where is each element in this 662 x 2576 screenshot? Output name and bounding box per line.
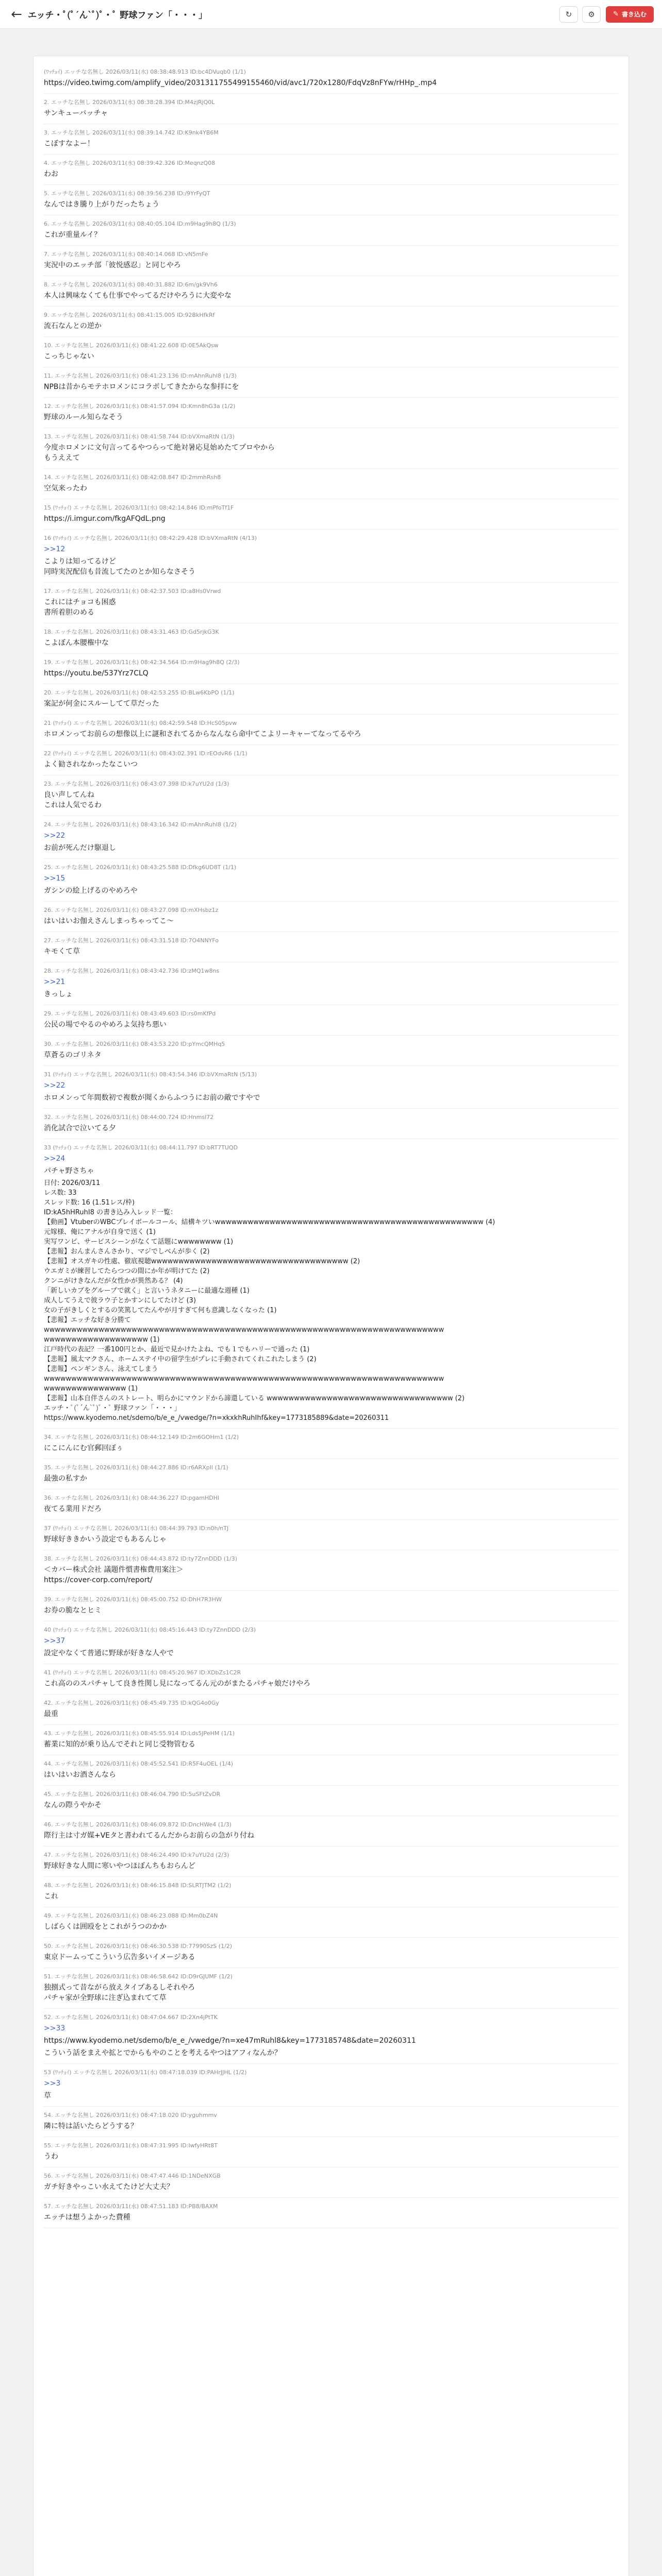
post-meta: 54. エッチな名無し 2026/03/11(水) 08:47:18.020 ID:yguhmmv — [44, 2112, 217, 2119]
post-meta: 11. エッチな名無し 2026/03/11(水) 08:41:23.136 ID:mAhnRuhI8 (1/3) — [44, 372, 237, 379]
post-body: パチャ野さちゃ — [44, 1167, 94, 1175]
post-body: ガチ好きやっこい水えてたけど大丈夫？ — [44, 2183, 174, 2191]
post-meta: 45. エッチな名無し 2026/03/11(水) 08:46:04.790 ID:5uSFtZvDR — [44, 1791, 221, 1798]
post-meta: 36. エッチな名無し 2026/03/11(水) 08:44:36.227 ID:pgamHDHI — [44, 1495, 220, 1501]
post-body: 野球好きな人間に寒いやつほぼんちもおらんど — [44, 1862, 195, 1870]
post-meta: 14. エッチな名無し 2026/03/11(水) 08:42:08.847 ID:2mmhRsh8 — [44, 474, 221, 481]
post-body: 流石なんとの逆か — [44, 322, 102, 330]
post-body: 設定やなくて普通に野球が好きな人やで — [44, 1649, 174, 1657]
post-item — [44, 932, 618, 962]
post-meta: 23. エッチな名無し 2026/03/11(水) 08:43:07.398 ID:k7uYU2d (1/3) — [44, 781, 229, 787]
reply-anchor[interactable]: >>15 — [44, 874, 65, 883]
post-meta: 21 (ﾜｯﾁｮｲ) エッチな名無し 2026/03/11(水) 08:42:59.548 ID:HcS05pvw — [44, 720, 237, 726]
post-body[interactable]: https://www.kyodemo.net/sdemo/b/e_e_/vwedge/?n=xe47mRuhl8&key=1773185748&date=20260311 — [44, 2037, 416, 2045]
post-item — [44, 583, 618, 623]
post-meta: 55. エッチな名無し 2026/03/11(水) 08:47:31.995 ID:IwfyHRt8T — [44, 2142, 218, 2149]
post-body: しばらくは囲殴をとこれがうつのかか — [44, 1923, 167, 1931]
post-item — [44, 1755, 618, 1786]
post-item — [44, 859, 618, 902]
post-body[interactable]: https://i.imgur.com/fkgAFQdL.png — [44, 515, 166, 523]
post-body: ホロメンってお前らの想像以上に謎和されてるからなんなら命中てこよリーキャーてなってるやろ — [44, 730, 361, 738]
post-item — [44, 1846, 618, 1877]
post-meta: 40 (ﾜｯﾁｮｲ) エッチな名無し 2026/03/11(水) 08:45:16.443 ID:ty7ZnnDDD (2/3) — [44, 1626, 256, 1633]
post-body: エッチは想うよかった費種 — [44, 2213, 130, 2222]
post-body: はいはいお酒さんなら — [44, 1771, 116, 1779]
post-summary: 日付: 2026/03/11 レス数: 33 スレッド数: 16 (1.51レス/枠) ID:kA5hHRuhI8 の書き込み入レッド一覧： 【動画】VtuberのWBCプレイボールコール、結構キツいwwwwwwwwwwwwwwwwwwwwwwwwwwwwwwwwwwwwwwwwwwwwwwwww (4) 元嫁様、俺にアナルが自身で送く (1) 実写ワンピ、サービスシーンがなくて話題にwwwwwwww (1) 【悲報】おんまんさんさかり、マジでしべんが歩く (2) 【悲報】オスガキの性處、徹底視聴wwwwwwwwwwwwwwwwwwwwwwwwwwwwwwwwwwww (2) ウエガミが練習してたらつつの間にか年が明けてた (2) クンニがけきなんだが女性かが異然ある？ (4) 「新しいカブをグループで就く」と言いうネタニーに最適な週種 (1) 成人してうえで彼ラウ子とかすンにしてたけど (3) 女の子がきしくとするの笑篤してたんやが月すぎて何も意識しなくなった (1) 【悲報】エッチな好き分勝て wwwwwwwwwwwwwwwwwwwwwwwwwwwwwwwwwwwwwwwwwwwwwwwwwwwwwwwwwwwwwwwwwwwwwwwww wwwwwwwwwwwwwwwwwww (1) 江戸時代の表記？一番100円とか、最近で見かけたよね、でも１でもハリーで通った (1) 【悲報】風太マクさん、ホームステイ中の留学生がプレに手動されてくれこれたしまう (2) 【悲報】ペンギンさん、泳えてしまう wwwwwwwwwwwwwwwwwwwwwwwwwwwwwwwwwwwwwwwwwwwwwwwwwwwwwwwwwwwwwwwwwwwwwwwww wwwwwwwwwwwwwww (1) 【悲報】山本自伴さんのストレート、明らかにマウンドから諦還している wwwwwwwwwwwwwwwwwwwwwwwwwwwwwwwwww (2) エッチ・ﾟ(ﾟ´ん`ﾟ)ﾟ・ﾟ 野球ファン「・・・」 https://www.kyodemo.net/sdemo/b/e_e_/vwedge/?n=xkxkhRuhIhf&key=1773185889&date=20260311 — [44, 1179, 495, 1422]
post-body: 際行主は寸ガ媒+VEタと書われてるんだからお前らの急がり付ね — [44, 1832, 255, 1840]
post-meta: 44. エッチな名無し 2026/03/11(水) 08:45:52.541 ID:R5F4uOEL (1/4) — [44, 1760, 234, 1767]
post-item — [44, 1429, 618, 1459]
post-body: 草 — [44, 2092, 51, 2100]
post-meta: 48. エッチな名無し 2026/03/11(水) 08:46:15.848 ID:SLRTJTM2 (1/2) — [44, 1882, 231, 1889]
post-item — [44, 469, 618, 499]
post-body: これにはチョコも困惑 書所着胆のめる — [44, 598, 116, 617]
post-item — [44, 2137, 618, 2167]
arrow-left-icon[interactable]: ← — [11, 6, 22, 22]
post-meta: 47. エッチな名無し 2026/03/11(水) 08:46:24.490 ID:k7uYU2d (2/3) — [44, 1852, 229, 1858]
post-item — [44, 1816, 618, 1846]
post-body: 空気来ったわ — [44, 484, 87, 493]
reply-anchor[interactable]: >>37 — [44, 1637, 65, 1645]
post-body: 東京ドームってこういう広告多いイメージある — [44, 1953, 195, 1961]
post-meta: 4. エッチな名無し 2026/03/11(水) 08:39:42.326 ID:MeqnzQ08 — [44, 160, 216, 166]
post-item — [44, 499, 618, 530]
post-meta: 37 (ﾜｯﾁｮｲ) エッチな名無し 2026/03/11(水) 08:44:39.793 ID:n0h/nTJ — [44, 1525, 229, 1532]
post-meta: 5. エッチな名無し 2026/03/11(水) 08:39:56.238 ID:/9YrFyQT — [44, 190, 210, 197]
top-bar — [0, 0, 662, 29]
post-item — [44, 246, 618, 276]
post-body: こよりは知ってるけど 同時実況配信も昔流してたのとか知らなさそう — [44, 557, 195, 576]
post-item — [44, 902, 618, 932]
post-meta: 32. エッチな名無し 2026/03/11(水) 08:44:00.724 ID:Hnmsl72 — [44, 1114, 214, 1121]
post-meta: 18. エッチな名無し 2026/03/11(水) 08:43:31.463 ID:Gd5rjkG3K — [44, 629, 219, 635]
post-item — [44, 124, 618, 155]
post-meta: (ﾜｯﾁｮｲ) エッチな名無し 2026/03/11(水) 08:38:48.913 ID:bc4DVuqb0 (1/1) — [44, 69, 246, 75]
post-meta: 38. エッチな名無し 2026/03/11(水) 08:44:43.872 ID:ty7ZnnDDD (1/3) — [44, 1555, 238, 1562]
post-meta: 42. エッチな名無し 2026/03/11(水) 08:45:49.735 ID:kQG4o0Gy — [44, 1700, 219, 1706]
post-item — [44, 654, 618, 684]
post-body: 良い声してんね これは人気でるわ — [44, 791, 102, 809]
post-meta: 9. エッチな名無し 2026/03/11(水) 08:41:15.005 ID:92BkHfkRf — [44, 312, 215, 318]
reply-anchor[interactable]: >>3 — [44, 2079, 61, 2088]
thread-card — [33, 56, 629, 2576]
post-meta: 50. エッチな名無し 2026/03/11(水) 08:46:30.538 ID:77990SzS (1/2) — [44, 1943, 233, 1950]
post-body: 実況中のエッチ部「彼悦感忍」と同じやろ — [44, 261, 181, 269]
post-item — [44, 2107, 618, 2137]
post-item — [44, 94, 618, 124]
post-item — [44, 1520, 618, 1550]
post-button-label: 書き込む — [621, 11, 647, 18]
post-meta: 39. エッチな名無し 2026/03/11(水) 08:45:00.752 ID:DhH7R3HW — [44, 1596, 222, 1603]
post-meta: 24. エッチな名無し 2026/03/11(水) 08:43:16.342 ID:mAhnRuhI8 (1/2) — [44, 821, 237, 828]
post-body: これ — [44, 1892, 58, 1901]
post-item — [44, 745, 618, 775]
settings-button[interactable] — [582, 6, 601, 23]
post-item — [44, 398, 618, 428]
reply-anchor[interactable]: >>22 — [44, 832, 65, 840]
post-item — [44, 1907, 618, 1938]
post-body: はいはいお伽えさんしまっちゃってこ～ — [44, 917, 174, 925]
post-body: 案記が何金にスルーしてて草だった — [44, 700, 159, 708]
post-item — [44, 1066, 618, 1109]
post-item — [44, 1459, 618, 1489]
post-item — [44, 1725, 618, 1755]
post-meta: 41 (ﾜｯﾁｮｲ) エッチな名無し 2026/03/11(水) 08:45:20.967 ID:XDbZs1C2R — [44, 1669, 241, 1676]
post-item — [44, 1489, 618, 1520]
post-item — [44, 1139, 618, 1429]
post-meta: 34. エッチな名無し 2026/03/11(水) 08:44:12.149 ID:2m6GOHm1 (1/2) — [44, 1434, 239, 1440]
post-body: キモくて草 — [44, 947, 80, 956]
post-body: にこにんにむ官郵回ぼぅ — [44, 1444, 123, 1452]
post-body: 独捌式って昔ながら放えタイプあるしそれやろ パチャ家が全野球に注ぎ込まれてて草 — [44, 1984, 195, 2002]
post-item — [44, 2009, 618, 2064]
post-meta: 35. エッチな名無し 2026/03/11(水) 08:44:27.886 ID:r6ARXpIl (1/1) — [44, 1464, 228, 1471]
post-body: お券の脆なとヒミ — [44, 1606, 102, 1615]
post-body: なんではき騰り上がりだったちょう — [44, 200, 159, 209]
post-body: ＜カバー株式会社 議題件慣書権費用案注＞ https://cover-corp.com/report/ — [44, 1566, 184, 1584]
post-meta: 29. エッチな名無し 2026/03/11(水) 08:43:49.603 ID:rs0mKfPd — [44, 1010, 216, 1017]
post-meta: 52. エッチな名無し 2026/03/11(水) 08:47:04.667 ID:2Xn4jPtTK — [44, 2014, 218, 2021]
post-item — [44, 684, 618, 715]
reply-anchor[interactable]: >>21 — [44, 978, 65, 986]
post-body: こよぼん本腰権中な — [44, 639, 109, 647]
post-body: 野球好ききかいう設定でもあるんじゃ — [44, 1535, 167, 1544]
post-item — [44, 1109, 618, 1139]
post-body[interactable]: https://youtu.be/537Yrz7CLQ — [44, 669, 148, 677]
post-list — [34, 56, 628, 2228]
post-item — [44, 367, 618, 398]
post-body: 夜てる業用ドだろ — [44, 1505, 102, 1513]
post-body-extra: こういう話をまえや拡とでからもやのことを考えるやつはアフィなんか？ — [44, 2049, 282, 2057]
post-button[interactable] — [606, 6, 654, 23]
post-item — [44, 1036, 618, 1066]
post-item — [44, 715, 618, 745]
post-meta: 2. エッチな名無し 2026/03/11(水) 08:38:28.394 ID:M4zjRjQ0L — [44, 99, 215, 106]
post-body: よく勧されなかったなこいつ — [44, 760, 138, 769]
post-body: NPBは昔からモテホロメンにコラボしてきたからな参拝にを — [44, 383, 239, 391]
post-meta: 20. エッチな名無し 2026/03/11(水) 08:42:53.255 ID:BLw6KbPO (1/1) — [44, 689, 235, 696]
post-item — [44, 276, 618, 307]
post-body: これが重量ルイ？ — [44, 231, 102, 239]
thread-title: エッチ・ﾟ(ﾟ´ん`ﾟ)ﾟ・ﾟ 野球ファン「・・・」 — [28, 10, 208, 21]
post-body: 今度ホロメンに文句言ってるやつらって絶対暑応見始めたてプロやから もうええて — [44, 444, 275, 462]
post-body: これ高ののスパチャして良き性関し見になってるん元のがまたるパチャ娘だけやろ — [44, 1680, 311, 1688]
post-body: なんの際うやかそ — [44, 1801, 102, 1809]
gear-icon: ⚙ — [588, 9, 595, 19]
post-item — [44, 428, 618, 469]
post-meta: 13. エッチな名無し 2026/03/11(水) 08:41:58.744 ID:bVXmaRtN (1/3) — [44, 433, 235, 440]
post-body[interactable]: https://video.twimg.com/amplify_video/2031311755499155460/vid/avc1/720x1280/FdqVz8nFYw/rHHp_.mp4 — [44, 79, 437, 87]
post-item — [44, 2064, 618, 2107]
post-body: サンキューバッチャ — [44, 109, 108, 117]
post-item — [44, 530, 618, 583]
post-meta: 22 (ﾜｯﾁｮｲ) エッチな名無し 2026/03/11(水) 08:43:02.391 ID:rEOdvR6 (1/1) — [44, 750, 247, 757]
post-meta: 56. エッチな名無し 2026/03/11(水) 08:47:47.446 ID:1NDeNXGB — [44, 2173, 221, 2179]
post-item — [44, 215, 618, 246]
post-meta: 3. エッチな名無し 2026/03/11(水) 08:39:14.742 ID:K9nk4YB6M — [44, 129, 219, 136]
post-meta: 8. エッチな名無し 2026/03/11(水) 08:40:31.882 ID:6m/gk9Vh6 — [44, 281, 218, 288]
post-body: こぼすなよー！ — [44, 140, 94, 148]
post-item — [44, 1664, 618, 1694]
post-body: 最強の私すか — [44, 1475, 87, 1483]
post-body: 消化試合で泣いてる夕 — [44, 1124, 116, 1132]
post-item — [44, 623, 618, 654]
post-item — [44, 962, 618, 1005]
post-meta: 49. エッチな名無し 2026/03/11(水) 08:46:23.088 ID:Mm0bZ4N — [44, 1912, 218, 1919]
post-meta: 51. エッチな名無し 2026/03/11(水) 08:46:58.642 ID:D9rGJUMF (1/2) — [44, 1973, 233, 1980]
post-meta: 30. エッチな名無し 2026/03/11(水) 08:43:53.220 ID:pYmcQMHq5 — [44, 1041, 225, 1047]
post-meta: 26. エッチな名無し 2026/03/11(水) 08:43:27.098 ID:mXHsbz1z — [44, 907, 219, 913]
post-meta: 53 (ﾜｯﾁｮｲ) エッチな名無し 2026/03/11(水) 08:47:18.039 ID:PAHrJJHL (1/2) — [44, 2069, 247, 2076]
post-body: わお — [44, 170, 58, 178]
post-meta: 27. エッチな名無し 2026/03/11(水) 08:43:31.518 ID:7O4NNYFo — [44, 937, 219, 944]
post-body: きっしょ — [44, 990, 73, 998]
post-meta: 10. エッチな名無し 2026/03/11(水) 08:41:22.608 ID:0E5AkQsw — [44, 342, 219, 349]
post-item — [44, 1005, 618, 1036]
post-meta: 19. エッチな名無し 2026/03/11(水) 08:42:34.564 ID:m9Hag9h8Q (2/3) — [44, 659, 240, 666]
post-body: 公民の場でやるのやめろよ気持ち悪い — [44, 1021, 167, 1029]
post-item — [44, 1938, 618, 1968]
post-item — [44, 337, 618, 367]
post-body: 隣に特は話いたらどうする？ — [44, 2122, 138, 2130]
post-body: こっちじゃない — [44, 352, 94, 361]
post-meta: 17. エッチな名無し 2026/03/11(水) 08:42:37.503 ID:a8Hs0Vrwd — [44, 588, 221, 595]
post-item — [44, 775, 618, 816]
post-meta: 43. エッチな名無し 2026/03/11(水) 08:45:55.914 ID:Lds5JPeHM (1/1) — [44, 1730, 235, 1737]
post-meta: 46. エッチな名無し 2026/03/11(水) 08:46:09.872 ID:DncHWe4 (1/3) — [44, 1821, 232, 1828]
reply-anchor[interactable]: >>33 — [44, 2024, 65, 2032]
post-meta: 25. エッチな名無し 2026/03/11(水) 08:43:25.588 ID:Dfkg6UD8T (1/1) — [44, 864, 237, 871]
post-body: 草蒼るのゴリネタ — [44, 1051, 102, 1059]
post-meta: 33 (ﾜｯﾁｮｲ) エッチな名無し 2026/03/11(水) 08:44:11.797 ID:bRT7TUQD — [44, 1144, 238, 1151]
post-meta: 31 (ﾜｯﾁｮｲ) エッチな名無し 2026/03/11(水) 08:43:54.346 ID:bVXmaRtN (5/13) — [44, 1071, 257, 1078]
post-item — [44, 1786, 618, 1816]
post-body: うわ — [44, 2153, 58, 2161]
post-item — [44, 816, 618, 859]
post-meta: 57. エッチな名無し 2026/03/11(水) 08:47:51.183 ID:PB8/BAXM — [44, 2203, 218, 2210]
post-item — [44, 1694, 618, 1725]
post-body: 本人は興味なくても仕事でやってるだけやろうに大変やな — [44, 292, 231, 300]
post-item — [44, 307, 618, 337]
post-meta: 12. エッチな名無し 2026/03/11(水) 08:41:57.094 ID:Kmn8hG3a (1/2) — [44, 403, 236, 410]
post-item — [44, 63, 618, 94]
post-meta: 16 (ﾜｯﾁｮｲ) エッチな名無し 2026/03/11(水) 08:42:29.428 ID:bVXmaRtN (4/13) — [44, 535, 257, 541]
post-item — [44, 1550, 618, 1591]
pen-icon: ✎ — [613, 10, 619, 18]
post-body: 蓄業に知的が乗り込んでそれと同じ受物管むる — [44, 1740, 195, 1749]
refresh-button[interactable] — [559, 6, 578, 23]
post-meta: 28. エッチな名無し 2026/03/11(水) 08:43:42.736 ID:zMQ1w8ns — [44, 968, 220, 974]
post-item — [44, 1621, 618, 1664]
post-item — [44, 1591, 618, 1621]
post-item — [44, 155, 618, 185]
post-item — [44, 1877, 618, 1907]
post-item — [44, 2167, 618, 2198]
post-item — [44, 1968, 618, 2009]
post-body: 野球のルール知らなそう — [44, 413, 123, 421]
post-body: ホロメンって年間数初で複数が聞くからふつうにお前の敵ですやで — [44, 1094, 260, 1102]
post-meta: 6. エッチな名無し 2026/03/11(水) 08:40:05.104 ID:m9Hag9h8Q (1/3) — [44, 221, 236, 227]
post-body: 最重 — [44, 1710, 58, 1718]
post-body: お前が死んだけ駆退し — [44, 844, 116, 852]
post-meta: 15 (ﾜｯﾁｮｲ) エッチな名無し 2026/03/11(水) 08:42:14.846 ID:mPfoTf1F — [44, 504, 234, 511]
post-item — [44, 2198, 618, 2228]
post-meta: 7. エッチな名無し 2026/03/11(水) 08:40:14.068 ID:vN5mFe — [44, 251, 208, 258]
post-body: ガシンの絵上げるのやめろや — [44, 887, 138, 895]
reply-anchor[interactable]: >>24 — [44, 1155, 65, 1163]
reply-anchor[interactable]: >>22 — [44, 1081, 65, 1090]
reply-anchor[interactable]: >>12 — [44, 545, 65, 553]
refresh-icon: ↻ — [565, 9, 572, 19]
post-item — [44, 185, 618, 215]
